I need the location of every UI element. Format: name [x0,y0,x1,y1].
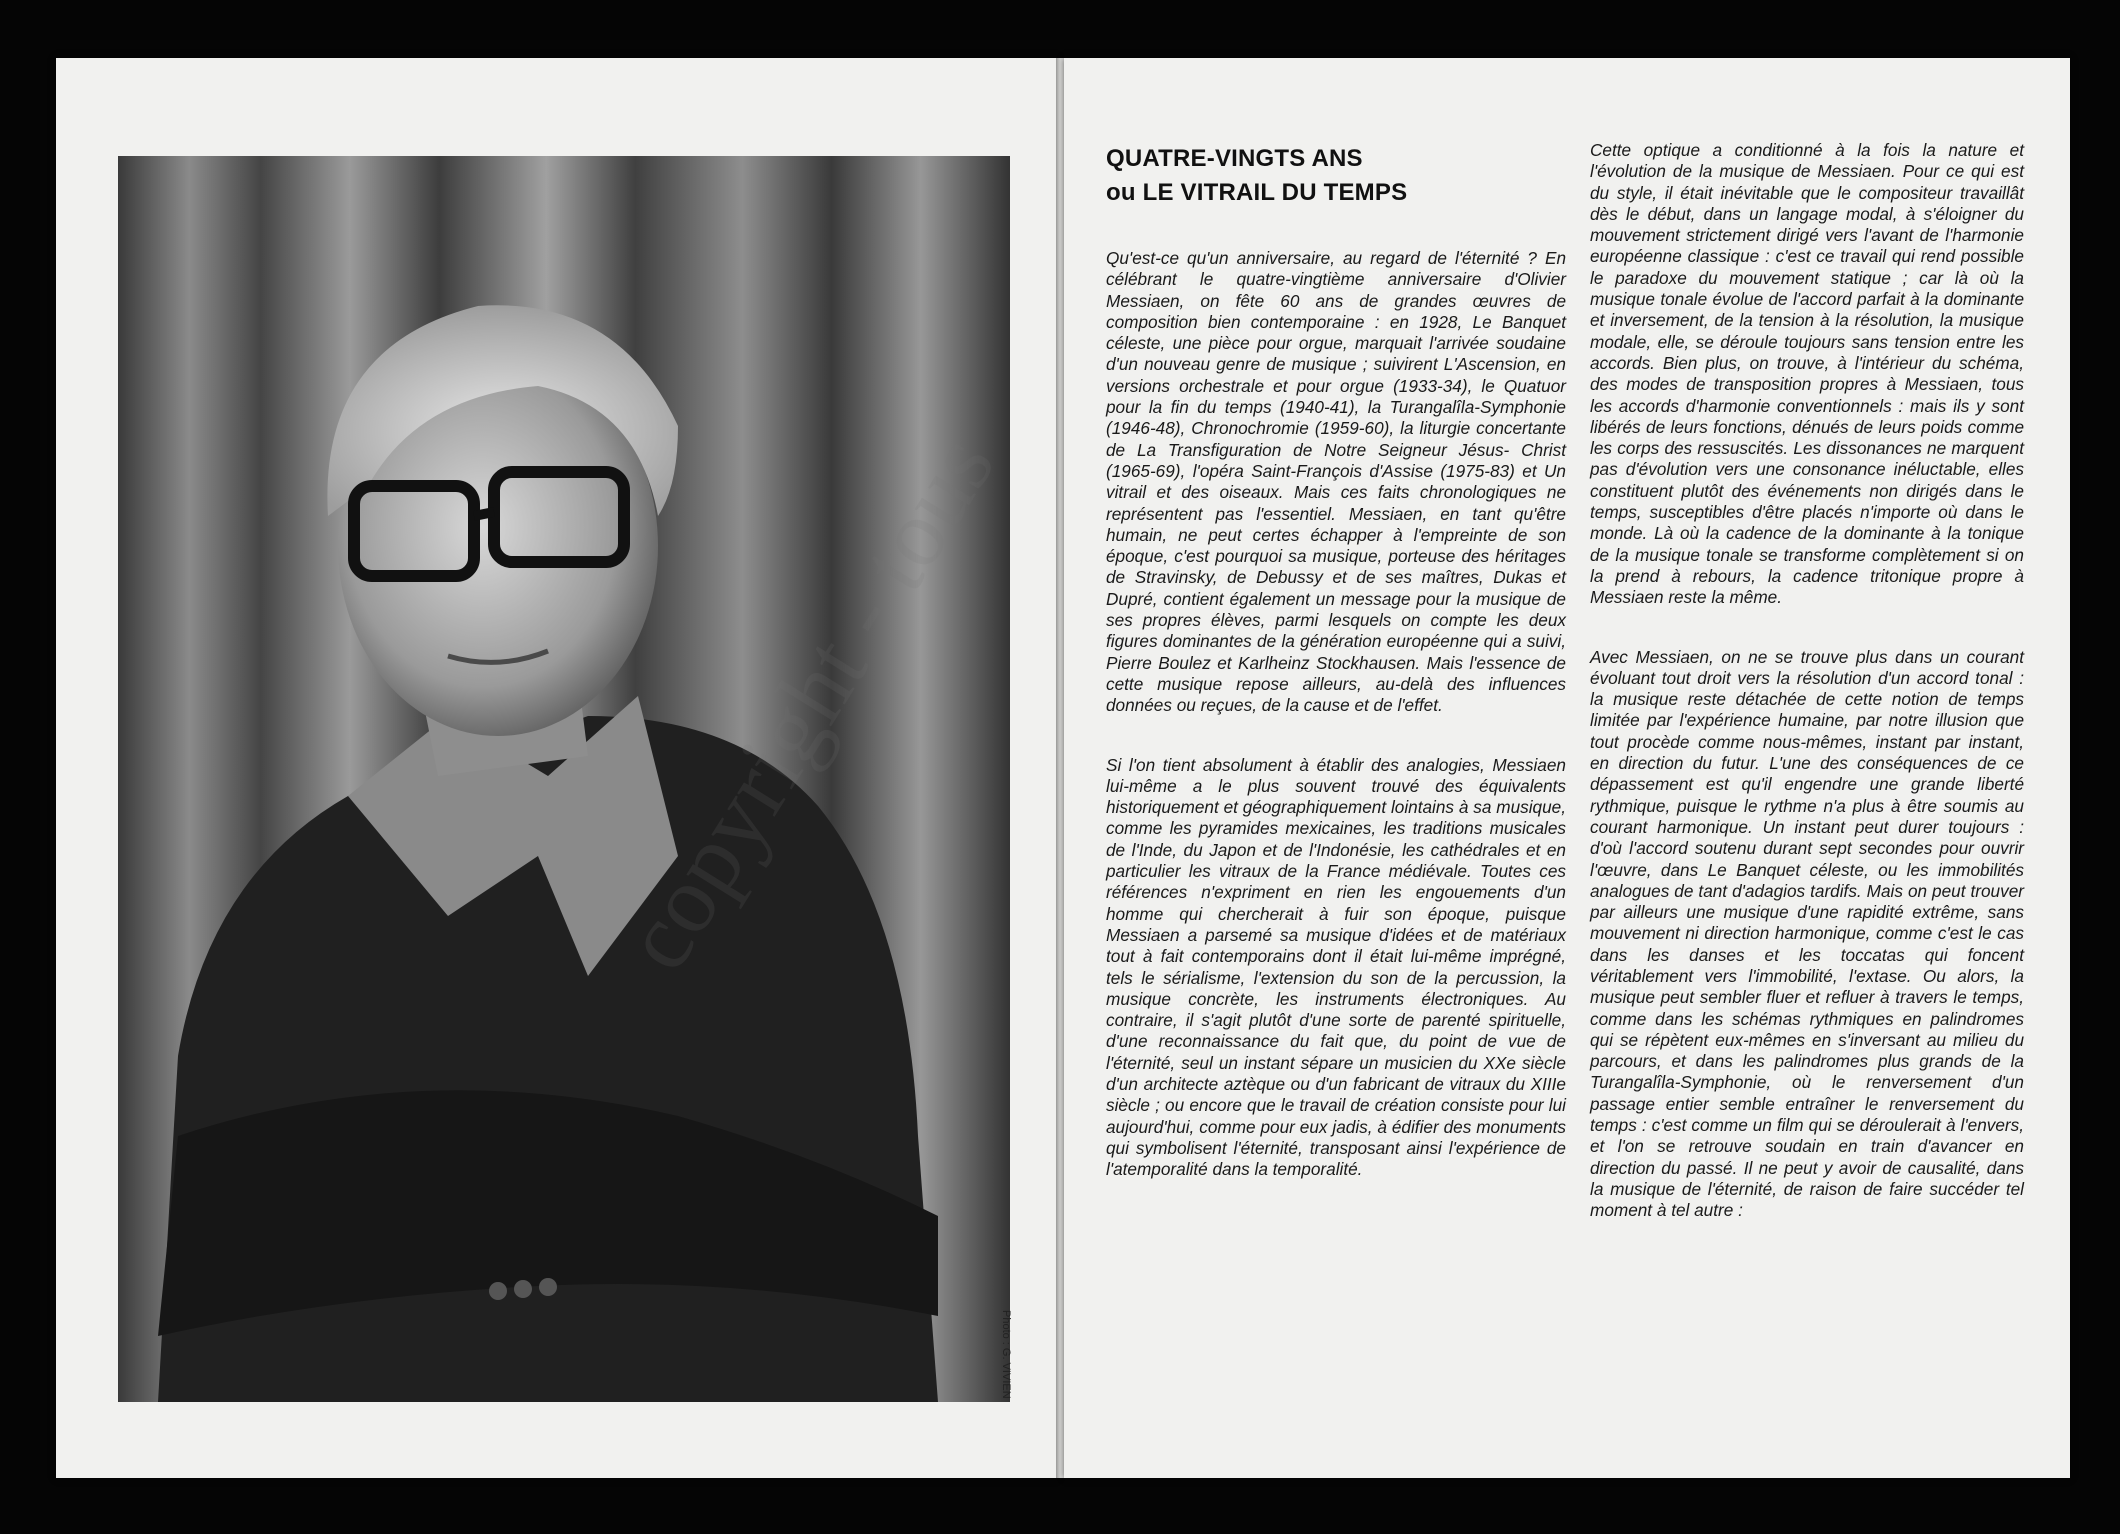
paragraph-4: Avec Messiaen, on ne se trouve plus dans un courant évoluant tout droit vers la résolution d'un accord tonal : la musique reste détachée de cette notion de temps limitée par l'expérience humaine, par notre illusion que tout procède comme nous-mêmes, instant par instant, en direction du futur. L'une des conséquences de ce dépassement est qu'il engendre une grande liberté rythmique, puisque le rythme n'a plus à être soumis au courant harmonique. Un instant peut durer toujours : d'où l'accord soutenu durant sept secondes pour ouvrir l'œuvre, dans Le Banquet céleste, ou les immobilités analogues de tant d'adagios tardifs. Mais on peut trouver par ailleurs une musique d'une rapidité extrême, sans mouvement ni direction harmonique, comme c'est le cas dans les danses et les toccatas qui foncent véritablement vers l'immobilité, l'extase. Ou alors, la musique peut sembler fluer et refluer à travers le temps, comme dans les schémas rythmiques en palindromes qui se répètent eux-mêmes en s'inversant au milieu du parcours, et dans les palindromes plus grands de la Turangalîla-Symphonie, où le renversement d'un passage entier semble entraîner le renversement du temps : c'est comme un film qui se déroulerait à l'envers, et l'on se retrouve soudain en train d'avancer en direction du passé. Il ne peut y avoir de causalité, dans la musique de l'éternité, de raison de faire succéder tel moment à tel autre : [1590,646,2024,1221]
photo-credit: Photo : G. VIVIEN [1000,1310,1012,1399]
title-line-2: ou LE VITRAIL DU TEMPS [1106,179,1408,206]
article-title [1106,142,1566,210]
article-column-2 [1590,140,2024,1260]
portrait-image [118,156,1010,1402]
paragraph-3: Cette optique a conditionné à la fois la nature et l'évolution de la musique de Messiaen. Pour ce qui est du style, il était inévitable que le compositeur travaillât dès le début, dans un langage modal, à s'éloigner du mouvement strictement dirigé vers l'avant de l'harmonie européenne classique : c'est ce travail qui rend possible le paradoxe du mouvement statique ; car là où la musique tonale évolue de l'accord parfait à la dominante et inversement, de la tension à la résolution, la musique modale, elle, se déroule toujours sans tension entre les accords. Bien plus, on trouve, à l'intérieur du schéma, des modes de transposition propres à Messiaen, tous les accords d'harmonie conventionnels : mais ils y sont libérés de leurs fonctions, dénués de leurs poids comme les corps des ressuscités. Les dissonances ne marquent pas d'évolution vers une consonance inéluctable, elles constituent plutôt des événements non dirigés dans le temps, susceptibles d'être placés n'importe où dans le monde. Là où la cadence de la dominante à la tonique de la musique tonale se transforme complètement si on la prend à rebours, la cadence tritonique propre à Messiaen reste la même. [1590,140,2024,608]
paragraph-2: Si l'on tient absolument à établir des analogies, Messiaen lui-même a le plus souvent trouvé des équivalents historiquement et géographiquement lointains à sa musique, comme les pyramides mexicaines, les traditions musicales de l'Inde, du Japon et de l'Indonésie, les cathédrales et en particulier les vitraux de la France médiévale. Toutes ces références n'expriment en rien les engouements d'un homme qui chercherait à fuir son époque, puisque Messiaen a parsemé sa musique d'idées et de matériaux tout à fait contemporains dont il était lui-même imprégné, tels le sérialisme, l'extension du son de la percussion, la musique concrète, les instruments électroniques. Au contraire, il s'agit plutôt d'une sorte de parenté spirituelle, d'une reconnaissance du fait que, du point de vue de l'éternité, seul un instant sépare un musicien du XXe siècle d'un architecte aztèque ou d'un fabricant de vitraux du XIIIe siècle ; ou encore que le travail de création consiste pour lui aujourd'hui, comme pour eux jadis, à édifier des monuments qui symbolisent l'éternité, transposant ainsi l'expérience de l'atemporalité dans la temporalité. [1106,754,1566,1180]
paragraph-1: Qu'est-ce qu'un anniversaire, au regard de l'éternité ? En célébrant le quatre-vingtième anniversaire d'Olivier Messiaen, on fête 60 ans de grandes œuvres de composition bien contemporaine : en 1928, Le Banquet céleste, une pièce pour orgue, marquait l'arrivée soudaine d'un nouveau genre de musique ; suivirent L'Ascension, en versions orchestrale et pour orgue (1933-34), le Quatuor pour la fin du temps (1940-41), la Turangalîla-Symphonie (1946-48), Chronochromie (1959-60), la liturgie concertante de La Transfiguration de Notre Seigneur Jésus- Christ (1965-69), l'opéra Saint-François d'Assise (1975-83) et Un vitrail et des oiseaux. Mais ces faits chronologiques ne représentent pas l'essentiel. Messiaen, en tant qu'être humain, ne peut certes échapper à l'empreinte de son époque, c'est pourquoi sa musique, porteuse des héritages de Stravinsky, de Debussy et de ses maîtres, Dukas et Dupré, contient également un message pour la musique de ses propres élèves, parmi lesquels on compte les deux figures dominantes de la génération européenne qui a suivi, Pierre Boulez et Karlheinz Stockhausen. Mais l'essence de cette musique repose ailleurs, au-delà des influences données ou reçues, de la cause et de l'effet. [1106,248,1566,716]
title-line-1: QUATRE-VINGTS ANS [1106,145,1363,172]
portrait-photo [118,156,1010,1402]
article-column-1 [1106,248,1566,1218]
